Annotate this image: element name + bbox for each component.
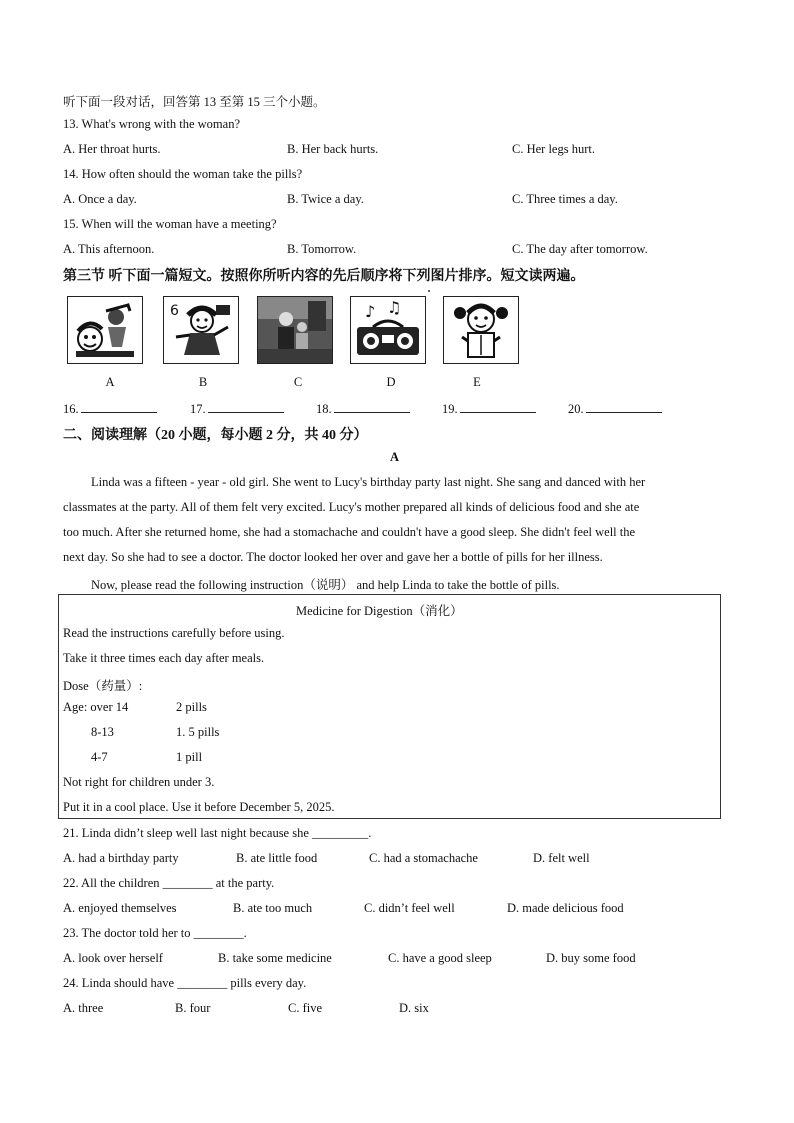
picture-label-a: A bbox=[105, 375, 115, 389]
passage-letter: A bbox=[390, 450, 400, 464]
option-15c: C. The day after tomorrow. bbox=[512, 242, 648, 256]
picture-label-c: C bbox=[293, 375, 303, 389]
option-23a: A. look over herself bbox=[63, 951, 163, 965]
option-23c: C. have a good sleep bbox=[388, 951, 492, 965]
option-22c: C. didn’t feel well bbox=[364, 901, 455, 915]
answer-blank-19[interactable]: 19. bbox=[442, 400, 536, 417]
picture-label-b: B bbox=[198, 375, 208, 389]
question-13: 13. What's wrong with the woman? bbox=[63, 117, 240, 131]
instruction-title: Medicine for Digestion（消化） bbox=[296, 604, 463, 618]
dose-age-2: 8-13 bbox=[91, 725, 114, 739]
svg-text:♪: ♪ bbox=[365, 302, 376, 321]
instruction-line-3: Not right for children under 3. bbox=[63, 775, 215, 789]
instruction-line-4: Put it in a cool place. Use it before December 5, 2025. bbox=[63, 800, 335, 814]
family-photo-icon bbox=[257, 296, 333, 364]
svg-text:6: 6 bbox=[170, 303, 179, 319]
passage-line-1: Linda was a fifteen - year - old girl. She went to Lucy's birthday party last night. She sang and danced with her bbox=[91, 475, 646, 489]
girl-dancing-icon bbox=[163, 296, 239, 364]
option-14b: B. Twice a day. bbox=[287, 192, 364, 206]
question-15: 15. When will the woman have a meeting? bbox=[63, 217, 277, 231]
answer-blank-16[interactable]: 16. bbox=[63, 400, 157, 417]
option-13b: B. Her back hurts. bbox=[287, 142, 379, 156]
section-intro: 听下面一段对话，回答第 13 至第 15 三个小题。 bbox=[63, 95, 326, 109]
question-22: 22. All the children ________ at the party. bbox=[63, 876, 275, 890]
dose-age-1: Age: over 14 bbox=[63, 700, 129, 714]
radio-music-icon bbox=[350, 296, 426, 364]
passage-line-2: classmates at the party. All of them felt very excited. Lucy's mother prepared all kinds of delicious food and she ate bbox=[63, 500, 640, 514]
dose-amount-3: 1 pill bbox=[176, 750, 203, 764]
dose-label: Dose（药量）: bbox=[63, 679, 143, 693]
answer-blank-18[interactable]: 18. bbox=[316, 400, 410, 417]
option-23b: B. take some medicine bbox=[218, 951, 332, 965]
svg-text:♫: ♫ bbox=[387, 298, 402, 317]
stray-dot bbox=[428, 290, 430, 292]
option-13c: C. Her legs hurt. bbox=[512, 142, 595, 156]
reading-heading: 二、阅读理解（20 小题，每小题 2 分，共 40 分） bbox=[63, 428, 368, 443]
picture-label-d: D bbox=[386, 375, 396, 389]
passage-line-3: too much. After she returned home, she had a stomachache and couldn't have a good sleep. She didn't feel well the bbox=[63, 525, 636, 539]
option-21a: A. had a birthday party bbox=[63, 851, 179, 865]
option-15a: A. This afternoon. bbox=[63, 242, 155, 256]
option-21c: C. had a stomachache bbox=[369, 851, 478, 865]
passage-prompt: Now, please read the following instruction（说明） and help Linda to take the bottle of pills. bbox=[91, 578, 560, 592]
dose-age-3: 4-7 bbox=[91, 750, 108, 764]
option-24a: A. three bbox=[63, 1001, 104, 1015]
question-14: 14. How often should the woman take the pills? bbox=[63, 167, 303, 181]
option-24c: C. five bbox=[288, 1001, 323, 1015]
passage-line-4: next day. So she had to see a doctor. The doctor looked her over and gave her a bottle of pills for her illness. bbox=[63, 550, 603, 564]
instruction-line-2: Take it three times each day after meals. bbox=[63, 651, 265, 665]
option-24b: B. four bbox=[175, 1001, 211, 1015]
girl-reading-icon bbox=[443, 296, 519, 364]
option-23d: D. buy some food bbox=[546, 951, 636, 965]
question-24: 24. Linda should have ________ pills every day. bbox=[63, 976, 307, 990]
answer-blank-20[interactable]: 20. bbox=[568, 400, 662, 417]
picture-label-e: E bbox=[473, 375, 481, 389]
option-13a: A. Her throat hurts. bbox=[63, 142, 161, 156]
question-23: 23. The doctor told her to ________. bbox=[63, 926, 247, 940]
question-21: 21. Linda didn’t sleep well last night because she _________. bbox=[63, 826, 372, 840]
answer-blank-17[interactable]: 17. bbox=[190, 400, 284, 417]
option-14a: A. Once a day. bbox=[63, 192, 137, 206]
option-21d: D. felt well bbox=[533, 851, 590, 865]
option-22b: B. ate too much bbox=[233, 901, 313, 915]
option-21b: B. ate little food bbox=[236, 851, 318, 865]
dose-amount-1: 2 pills bbox=[176, 700, 207, 714]
option-22a: A. enjoyed themselves bbox=[63, 901, 177, 915]
dose-amount-2: 1. 5 pills bbox=[176, 725, 220, 739]
option-14c: C. Three times a day. bbox=[512, 192, 618, 206]
option-24d: D. six bbox=[399, 1001, 429, 1015]
instruction-line-1: Read the instructions carefully before using. bbox=[63, 626, 285, 640]
option-15b: B. Tomorrow. bbox=[287, 242, 357, 256]
option-22d: D. made delicious food bbox=[507, 901, 624, 915]
people-sports-icon bbox=[67, 296, 143, 364]
section3-heading: 第三节 听下面一篇短文。按照你所听内容的先后顺序将下列图片排序。短文读两遍。 bbox=[63, 269, 585, 284]
